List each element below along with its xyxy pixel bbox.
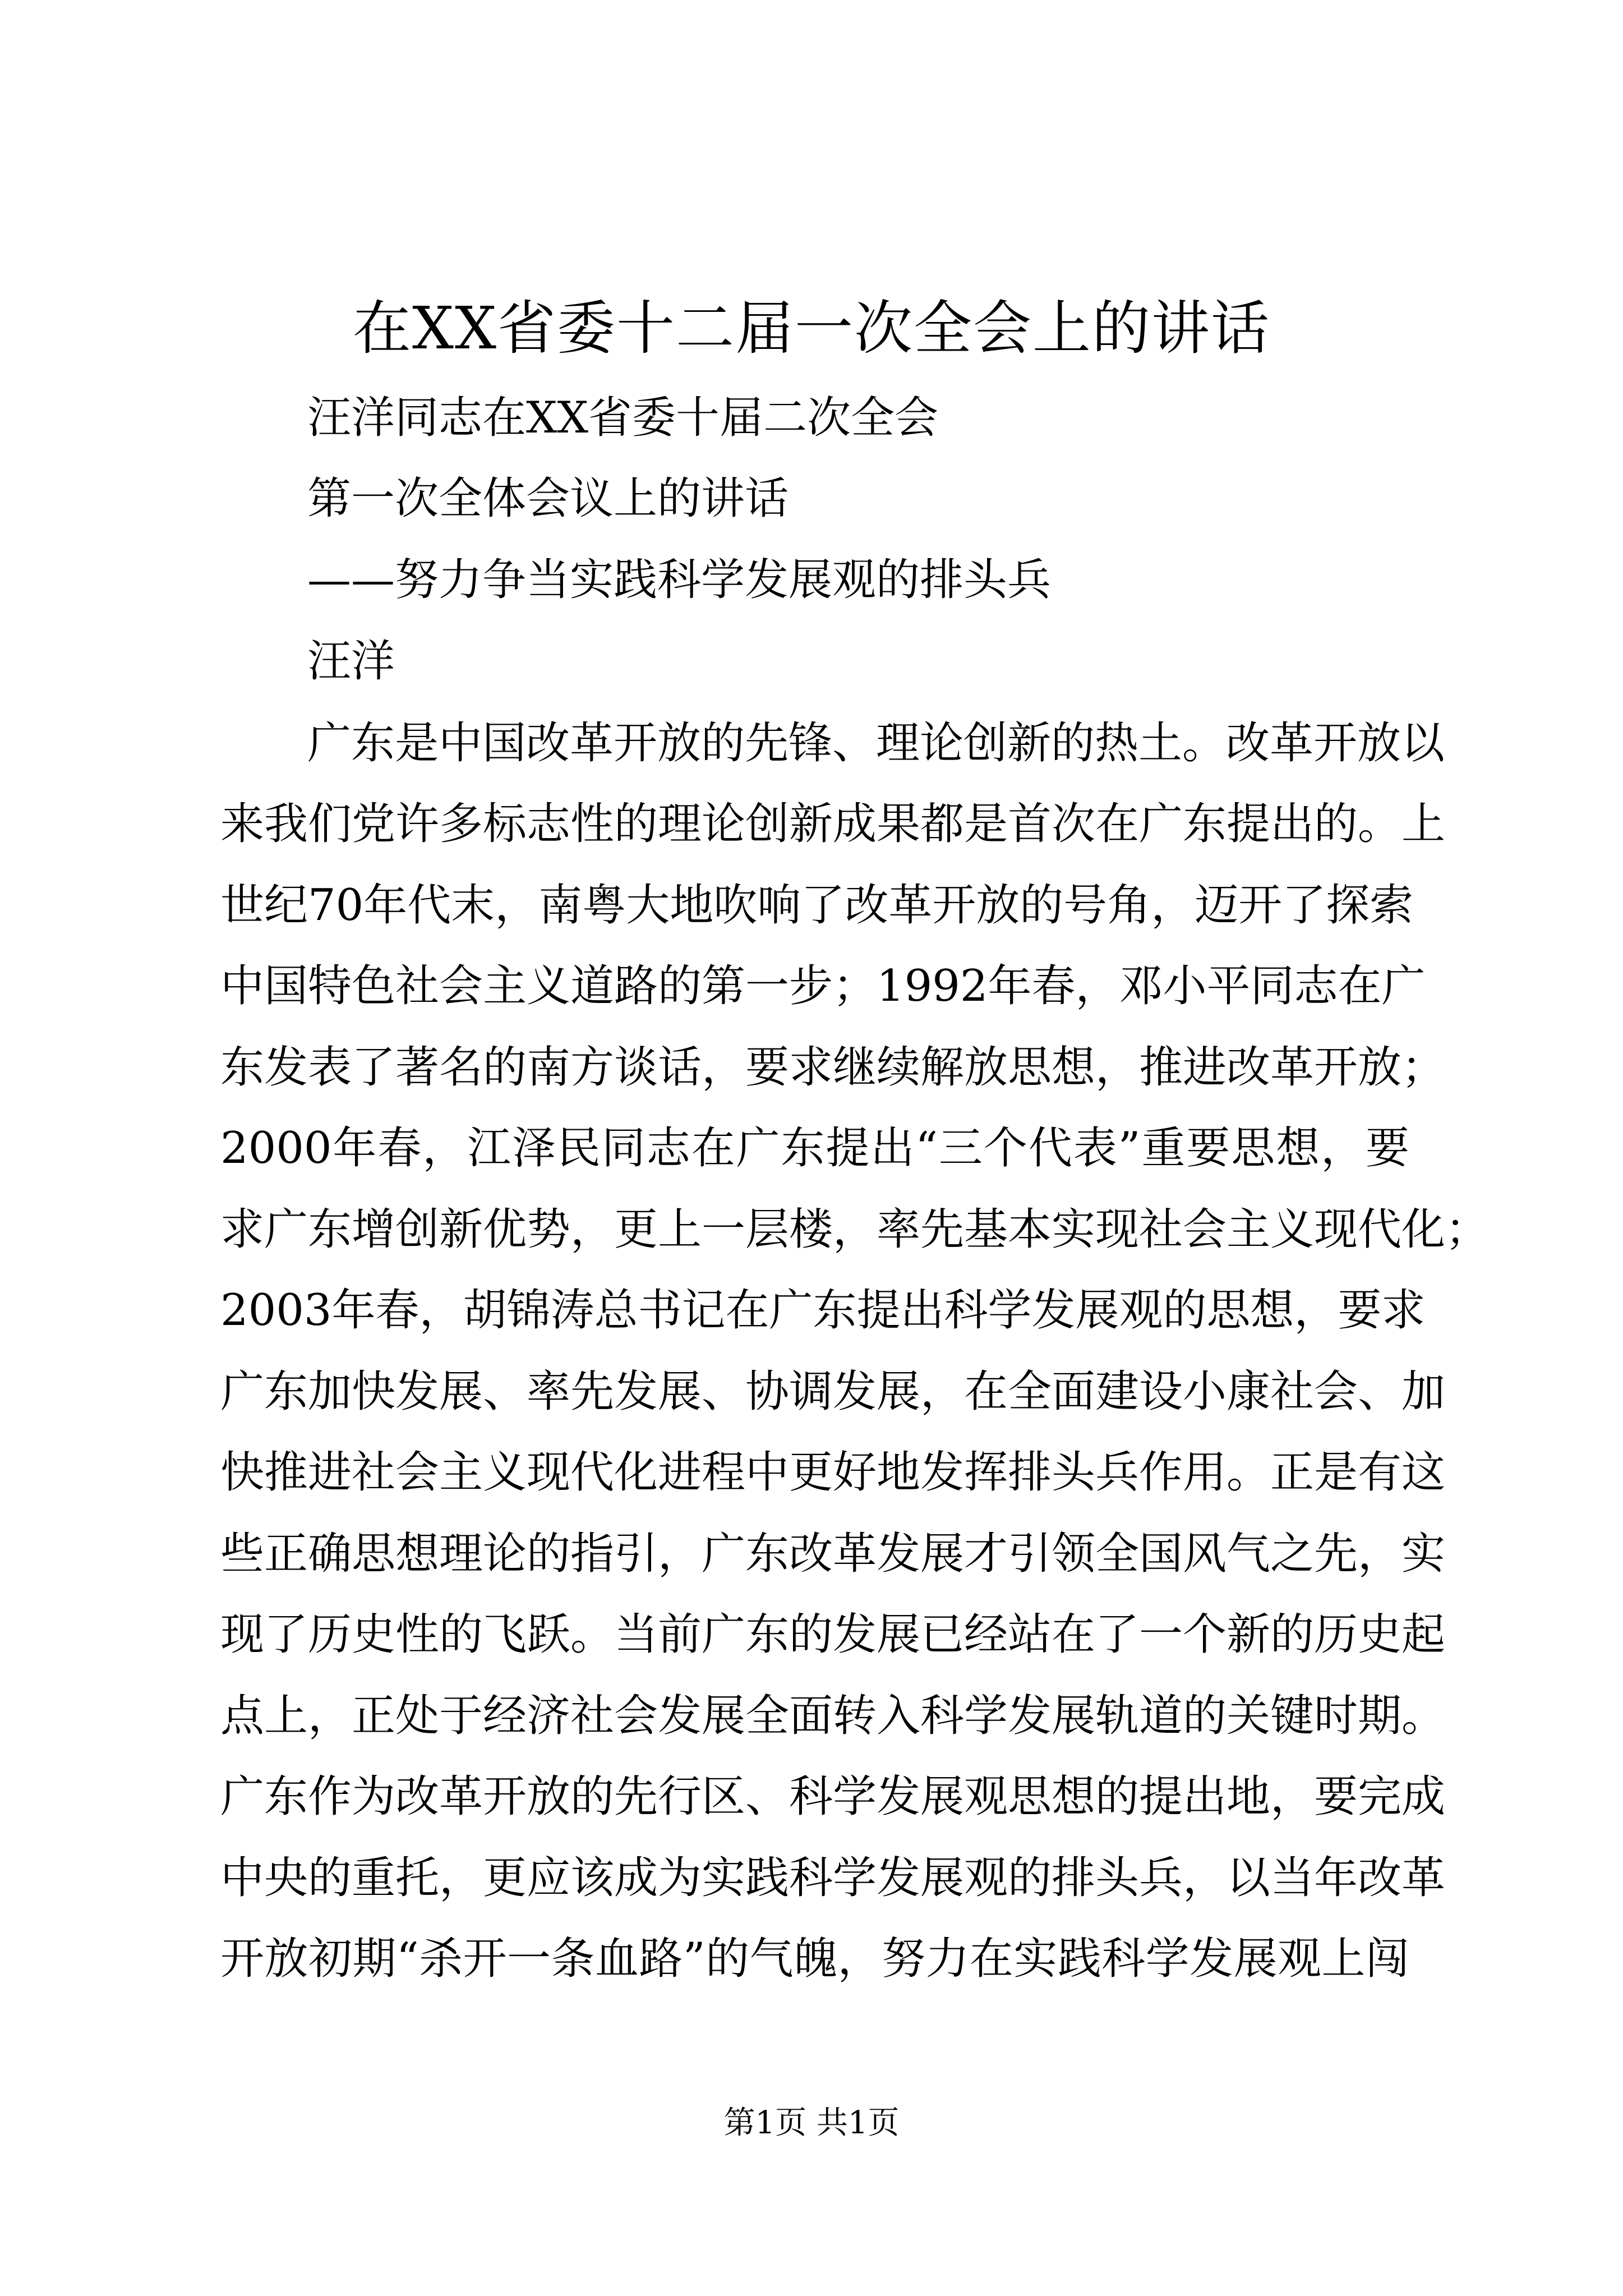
body-line: 点上，正处于经济社会发展全面转入科学发展轨道的关键时期。 (220, 1691, 1446, 1741)
body-line: 中国特色社会主义道路的第一步；1992年春，邓小平同志在广 (220, 961, 1426, 1011)
body-line: 些正确思想理论的指引，广东改革发展才引领全国风气之先，实 (220, 1529, 1446, 1579)
subtitle-line: 汪洋同志在XX省委十届二次全会 (307, 393, 939, 443)
subtitle-line: 第一次全体会议上的讲话 (307, 473, 789, 524)
body-line: 2000年春，江泽民同志在广东提出“三个代表”重要思想，要 (220, 1123, 1409, 1174)
page-number-footer: 第1页 共1页 (723, 2105, 900, 2141)
body-line: 现了历史性的飞跃。当前广东的发展已经站在了一个新的历史起 (220, 1609, 1446, 1660)
document-title: 在XX省委十二届一次全会上的讲话 (352, 294, 1271, 362)
body-line: 求广东增创新优势，更上一层楼，率先基本实现社会主义现代化； (220, 1204, 1490, 1255)
body-line: 世纪70年代末，南粤大地吹响了改革开放的号角，迈开了探索 (220, 880, 1414, 931)
body-line: 广东加快发展、率先发展、协调发展，在全面建设小康社会、加 (220, 1366, 1446, 1417)
body-line: 开放初期“杀开一条血路”的气魄，努力在实践科学发展观上闯 (220, 1934, 1409, 1984)
body-line: 广东是中国改革开放的先锋、理论创新的热土。改革开放以 (307, 718, 1445, 769)
body-line: 2003年春，胡锦涛总书记在广东提出科学发展观的思想，要求 (220, 1285, 1426, 1336)
body-line: 来我们党许多标志性的理论创新成果都是首次在广东提出的。上 (220, 799, 1446, 849)
body-line: 中央的重托，更应该成为实践科学发展观的排头兵，以当年改革 (220, 1853, 1446, 1903)
author-line: 汪洋 (307, 636, 395, 687)
body-line: 东发表了著名的南方谈话，要求继续解放思想，推进改革开放； (220, 1042, 1446, 1093)
body-line: 快推进社会主义现代化进程中更好地发挥排头兵作用。正是有这 (220, 1447, 1446, 1498)
body-line: 广东作为改革开放的先行区、科学发展观思想的提出地，要完成 (220, 1772, 1446, 1822)
subtitle-theme-line: ——努力争当实践科学发展观的排头兵 (307, 555, 1052, 605)
